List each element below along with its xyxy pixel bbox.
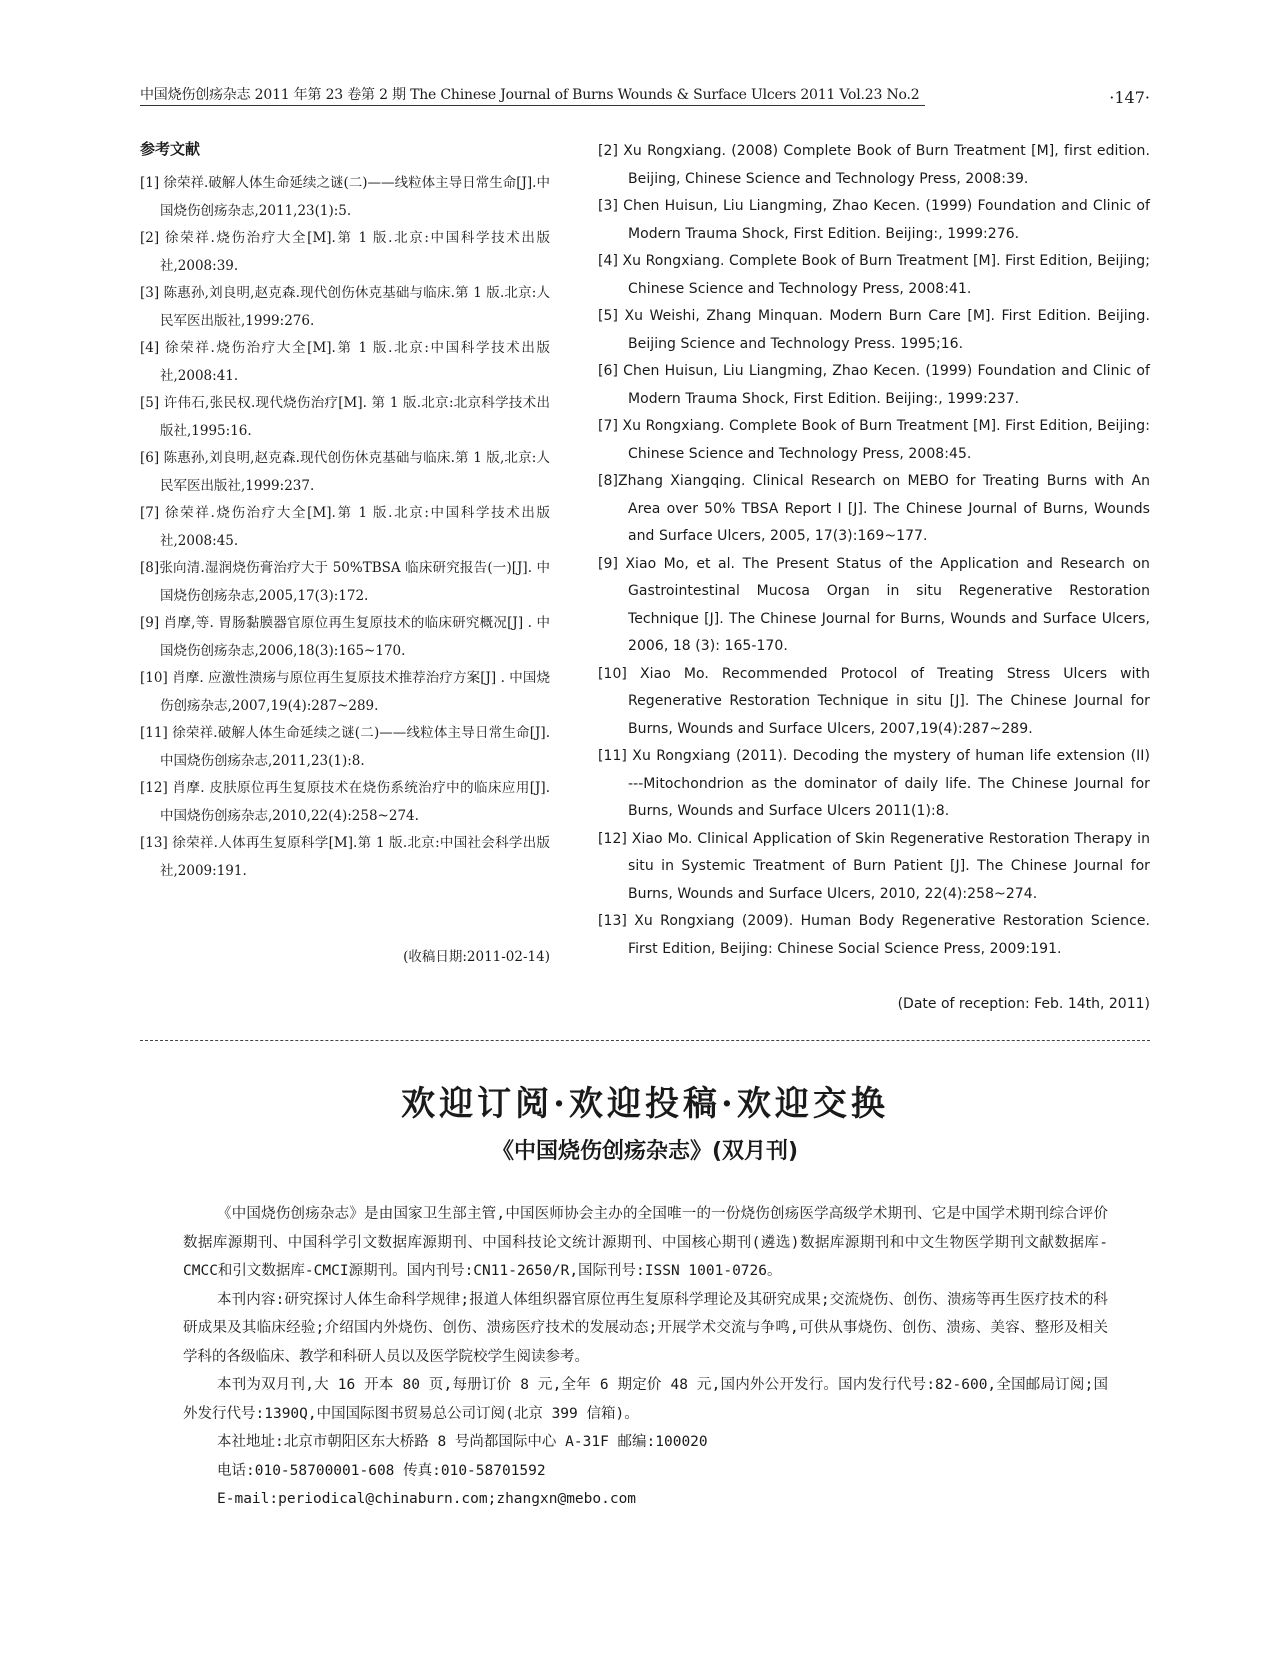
header-rule: [140, 105, 925, 106]
reference-en-item: [3] Chen Huisun, Liu Liangming, Zhao Kecen. (1999) Foundation and Clinic of Modern Trauma Shock, First Edition. Beijing:, 1999:276.: [598, 198, 1150, 242]
reference-cn-item: [9] 肖摩,等. 胃肠黏膜器官原位再生复原技术的临床研究概况[J] . 中国烧伤创疡杂志,2006,18(3):165~170.: [140, 615, 550, 659]
received-date-en: (Date of reception: Feb. 14th, 2011): [897, 996, 1150, 1012]
reference-cn-item: [8]张向清.湿润烧伤膏治疗大于 50%TBSA 临床研究报告(一)[J]. 中国烧伤创疡杂志,2005,17(3):172.: [140, 560, 550, 604]
promo-subtitle: 《中国烧伤创疡杂志》(双月刊): [491, 1139, 799, 1164]
reference-cn-item: [1] 徐荣祥.破解人体生命延续之谜(二)——线粒体主导日常生命[J].中国烧伤创疡杂志,2011,23(1):5.: [140, 175, 550, 219]
promo-paragraph: 本刊为双月刊,大 16 开本 80 页,每册订价 8 元,全年 6 期定价 48 元,国内外公开发行。国内发行代号:82-600,全国邮局订阅;国外发行代号:1390Q,中国国际图书贸易总公司订阅(北京 399 信箱)。: [183, 1377, 1108, 1422]
promo-paragraph: 本刊内容:研究探讨人体生命科学规律;报道人体组织器官原位再生复原科学理论及其研究成果;交流烧伤、创伤、溃疡等再生医疗技术的科研成果及其临床经验;介绍国内外烧伤、创伤、溃疡医疗技术的发展动态;开展学术交流与争鸣,可供从事烧伤、创伤、溃疡、美容、整形及相关学科的各级临床、教学和科研人员以及医学院校学生阅读参考。: [183, 1291, 1108, 1365]
promo-paragraph: 《中国烧伤创疡杂志》是由国家卫生部主管,中国医师协会主办的全国唯一的一份烧伤创疡医学高级学术期刊、它是中国学术期刊综合评价数据库源期刊、中国科学引文数据库源期刊、中国科技论文统计源期刊、中国核心期刊(遴选)数据库源期刊和中文生物医学期刊文献数据库-CMCC和引文数据库-CMCI源期刊。国内刊号:CN11-2650/R,国际刊号:ISSN 1001-0726。: [183, 1206, 1108, 1279]
reference-cn-item: [12] 肖摩. 皮肤原位再生复原技术在烧伤系统治疗中的临床应用[J].中国烧伤创疡杂志,2010,22(4):258~274.: [140, 780, 550, 824]
reference-en-item: [6] Chen Huisun, Liu Liangming, Zhao Kecen. (1999) Foundation and Clinic of Modern Trauma Shock, First Edition. Beijing:, 1999:237.: [598, 363, 1150, 407]
reference-cn-item: [2] 徐荣祥.烧伤治疗大全[M].第 1 版.北京:中国科学技术出版社,2008:39.: [140, 230, 550, 274]
page-number: ·147·: [1109, 88, 1150, 107]
promo-email: E-mail:periodical@chinaburn.com;zhangxn@mebo.com: [217, 1491, 637, 1507]
reference-en-item: [13] Xu Rongxiang (2009). Human Body Regenerative Restoration Science. First Edition, Beijing: Chinese Social Science Press, 2009:191.: [598, 913, 1150, 957]
reference-cn-item: [11] 徐荣祥.破解人体生命延续之谜(二)——线粒体主导日常生命[J].中国烧伤创疡杂志,2011,23(1):8.: [140, 725, 550, 769]
reference-cn-item: [6] 陈惠孙,刘良明,赵克森.现代创伤休克基础与临床.第 1 版,北京:人民军医出版社,1999:237.: [140, 450, 550, 494]
reference-en-item: [2] Xu Rongxiang. (2008) Complete Book of Burn Treatment [M], first edition. Beijing, Chinese Science and Technology Press, 2008:39.: [598, 143, 1150, 187]
promo-phone-fax: 电话:010-58700001-608 传真:010-58701592: [217, 1462, 546, 1479]
reference-cn-item: [7] 徐荣祥.烧伤治疗大全[M].第 1 版.北京:中国科学技术出版社,2008:45.: [140, 505, 550, 549]
running-head-title: 中国烧伤创疡杂志 2011 年第 23 卷第 2 期 The Chinese Journal of Burns Wounds & Surface Ulcers 2011 Vol.23 No.2: [140, 87, 920, 103]
reference-en-item: [11] Xu Rongxiang (2011). Decoding the mystery of human life extension (II) ---Mitochondrion as the dominator of daily life. The Chinese Journal for Burns, Wounds and Surface Ulcers 2011(1):8.: [598, 748, 1150, 819]
reference-en-item: [8]Zhang Xiangqing. Clinical Research on MEBO for Treating Burns with An Area over 50% TBSA Report I [J]. The Chinese Journal of Burns, Wounds and Surface Ulcers, 2005, 17(3):169~177.: [598, 473, 1150, 544]
reference-en-item: [9] Xiao Mo, et al. The Present Status of the Application and Research on Gastrointestinal Mucosa Organ in situ Regenerative Restoration Technique [J]. The Chinese Journal for Burns, Wounds and Surface Ulcers, 2006, 18 (3): 165-170.: [598, 555, 1150, 654]
promo-address: 本社地址:北京市朝阳区东大桥路 8 号尚都国际中心 A-31F 邮编:100020: [217, 1434, 708, 1450]
reference-en-item: [7] Xu Rongxiang. Complete Book of Burn Treatment [M]. First Edition, Beijing: Chinese Science and Technology Press, 2008:45.: [598, 418, 1150, 462]
reference-cn-item: [13] 徐荣祥.人体再生复原科学[M].第 1 版.北京:中国社会科学出版社,2009:191.: [140, 835, 550, 879]
reference-cn-item: [4] 徐荣祥.烧伤治疗大全[M].第 1 版.北京:中国科学技术出版社,2008:41.: [140, 340, 550, 384]
reference-cn-item: [3] 陈惠孙,刘良明,赵克森.现代创伤休克基础与临床.第 1 版.北京:人民军医出版社,1999:276.: [140, 285, 550, 329]
reference-cn-item: [5] 许伟石,张民权.现代烧伤治疗[M]. 第 1 版.北京:北京科学技术出版社,1995:16.: [140, 395, 550, 439]
references-en: [598, 138, 1150, 963]
section-divider: [140, 1040, 1150, 1041]
received-date-cn: (收稿日期:2011-02-14): [403, 949, 550, 965]
references-heading: 参考文献: [140, 140, 201, 158]
promo-title: 欢迎订阅·欢迎投稿·欢迎交换: [401, 1084, 889, 1124]
reference-en-item: [10] Xiao Mo. Recommended Protocol of Treating Stress Ulcers with Regenerative Restoration Technique in situ [J]. The Chinese Journal for Burns, Wounds and Surface Ulcers, 2007,19(4):287~289.: [598, 665, 1150, 737]
reference-en-item: [5] Xu Weishi, Zhang Minquan. Modern Burn Care [M]. First Edition. Beijing. Beijing Science and Technology Press. 1995;16.: [598, 308, 1150, 352]
promo-body: [183, 1200, 1108, 1514]
references-cn: [140, 138, 550, 885]
running-head: [140, 84, 1150, 106]
reference-en-item: [4] Xu Rongxiang. Complete Book of Burn Treatment [M]. First Edition, Beijing; Chinese Science and Technology Press, 2008:41.: [598, 253, 1150, 297]
reference-en-item: [12] Xiao Mo. Clinical Application of Skin Regenerative Restoration Therapy in situ in Systemic Treatment of Burn Patient [J]. The Chinese Journal for Burns, Wounds and Surface Ulcers, 2010, 22(4):258~274.: [598, 830, 1150, 902]
reference-cn-item: [10] 肖摩. 应激性溃疡与原位再生复原技术推荐治疗方案[J] . 中国烧伤创疡杂志,2007,19(4):287~289.: [140, 670, 550, 714]
